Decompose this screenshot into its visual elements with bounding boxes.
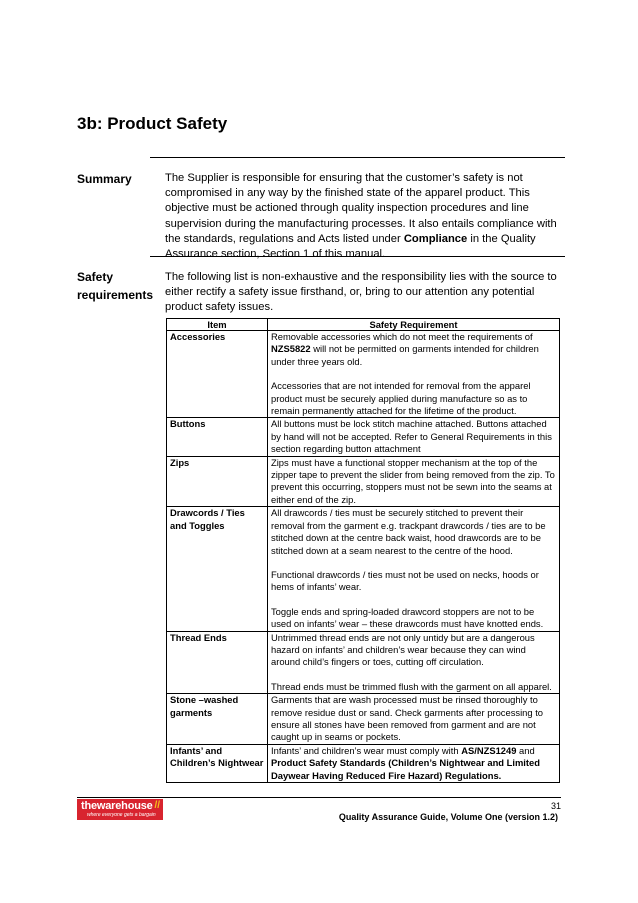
page-number: 31 xyxy=(550,801,561,811)
safety-label xyxy=(77,268,153,304)
item-cell: Zips xyxy=(167,456,268,507)
logo-slashes-icon: // xyxy=(154,800,160,811)
requirement-cell xyxy=(268,694,560,745)
compliance-emphasis: Compliance xyxy=(403,232,468,245)
requirement-cell xyxy=(268,418,560,456)
safety-label-line: requirements xyxy=(77,288,154,302)
footer-rule xyxy=(77,797,561,798)
summary-top-rule xyxy=(150,157,565,158)
requirement-paragraph: Thread ends must be trimmed flush with the garment on all apparel. xyxy=(271,680,552,692)
requirement-text: Infants’ and children’s wear must comply with xyxy=(271,744,462,756)
requirement-paragraph: Toggle ends and spring-loaded drawcord stoppers are not to be used on infants’ wear – these drawcords must have knotted ends. xyxy=(271,605,544,630)
logo-tagline: where everyone gets a bargain xyxy=(87,812,156,818)
warehouse-logo xyxy=(77,799,163,820)
requirement-text: and xyxy=(516,744,535,756)
requirement-cell xyxy=(268,631,560,694)
safety-requirements-table xyxy=(166,318,560,783)
requirement-cell xyxy=(268,456,560,507)
requirement-column-header: Safety Requirement xyxy=(268,319,560,331)
item-column-header: Item xyxy=(167,319,268,331)
requirement-paragraph: Functional drawcords / ties must not be used on necks, hoods or hems of infants’ wear. xyxy=(271,568,539,593)
page-title: 3b: Product Safety xyxy=(77,114,228,133)
item-label-line: garments xyxy=(170,706,213,718)
requirement-paragraph: Zips must have a functional stopper mechanism at the top of the zipper tape to prevent the slider from being removed from the zip. To prevent this occurring, stoppers must not be sewn into the seams at either end of the zip. xyxy=(271,456,555,505)
requirement-text: Removable accessories which do not meet the requirements of xyxy=(271,331,533,342)
logo-wordmark: thewarehouse xyxy=(81,800,153,812)
table-header-row xyxy=(167,319,560,331)
item-cell xyxy=(167,694,268,745)
table-row xyxy=(167,331,560,418)
item-label-line: Stone –washed xyxy=(170,694,239,706)
table-row xyxy=(167,744,560,782)
safety-top-rule xyxy=(150,256,565,257)
standard-reference: NZS5822 xyxy=(271,343,311,355)
summary-text-part: in the Quality Assurance section, Section 1 of this manual. xyxy=(165,232,536,261)
safety-intro xyxy=(165,270,560,316)
summary-label: Summary xyxy=(77,172,132,186)
requirement-paragraph: Accessories that are not intended for removal from the apparel product must be securely applied during manufacture so as to remain permanently attached for the lifetime of the product. xyxy=(271,380,531,417)
summary-paragraph xyxy=(165,171,560,262)
summary-text xyxy=(165,171,560,262)
requirement-cell xyxy=(268,507,560,631)
requirement-paragraph: Garments that are wash processed must be rinsed thoroughly to remove residue dust or sand. Check garments after processing to ensure all stones have been removed from garment and are not caught up in seams or pockets. xyxy=(271,694,544,743)
requirement-paragraph xyxy=(271,331,556,368)
table-row xyxy=(167,456,560,507)
summary-text-part: The Supplier is responsible for ensuring that the customer’s safety is not compromised in any way by the finished state of the apparel product. This objective must be actioned through quality inspection procedures and line supervision during the manufacturing processes. It also entails compliance with the standards, regulations and Acts listed under xyxy=(165,172,557,245)
item-label-line: Infants’ and xyxy=(170,744,223,756)
item-cell: Accessories xyxy=(167,331,268,418)
requirement-cell xyxy=(268,744,560,782)
item-label-line: Drawcords / Ties xyxy=(170,507,245,519)
safety-intro-paragraph: The following list is non-exhaustive and the responsibility lies with the source to either rectify a safety issue firsthand, or, bring to our attention any potential product safety issues. xyxy=(165,271,557,314)
table-row xyxy=(167,507,560,631)
table-row xyxy=(167,694,560,745)
item-cell xyxy=(167,507,268,631)
standard-reference: AS/NZS1249 xyxy=(461,744,517,756)
requirement-paragraph: All buttons must be lock stitch machine attached. Buttons attached by hand will not be accepted. Refer to General Requirements in this section regarding button attachment xyxy=(271,418,552,455)
regulation-reference: Product Safety Standards (Children’s Nightwear and Limited Daywear Having Reduced Fire Hazard) Regulations. xyxy=(271,757,540,781)
table-row xyxy=(167,631,560,694)
item-label-line: and Toggles xyxy=(170,519,225,531)
safety-label-line: Safety xyxy=(77,270,114,284)
requirement-paragraph: Untrimmed thread ends are not only untidy but are a dangerous hazard on infants’ and children’s wear because they can wind around child’s fingers or toes, cutting off circulation. xyxy=(271,631,535,668)
item-cell: Buttons xyxy=(167,418,268,456)
item-label-line: Children’s Nightwear xyxy=(170,757,264,769)
requirement-cell xyxy=(268,331,560,418)
requirement-paragraph xyxy=(271,745,556,782)
item-cell: Thread Ends xyxy=(167,631,268,694)
requirement-text: will not be permitted on garments intended for children under three years old. xyxy=(271,343,539,367)
footer-document-title: Quality Assurance Guide, Volume One (version 1.2) xyxy=(338,812,558,822)
table-row xyxy=(167,418,560,456)
item-cell xyxy=(167,744,268,782)
requirement-paragraph: All drawcords / ties must be securely stitched to prevent their removal from the garment e.g. trackpant drawcords / ties are to be stitched down at the centre back waist, hood drawcords are to be stitched down at a seam nearest to the centre of the hood. xyxy=(271,507,546,556)
